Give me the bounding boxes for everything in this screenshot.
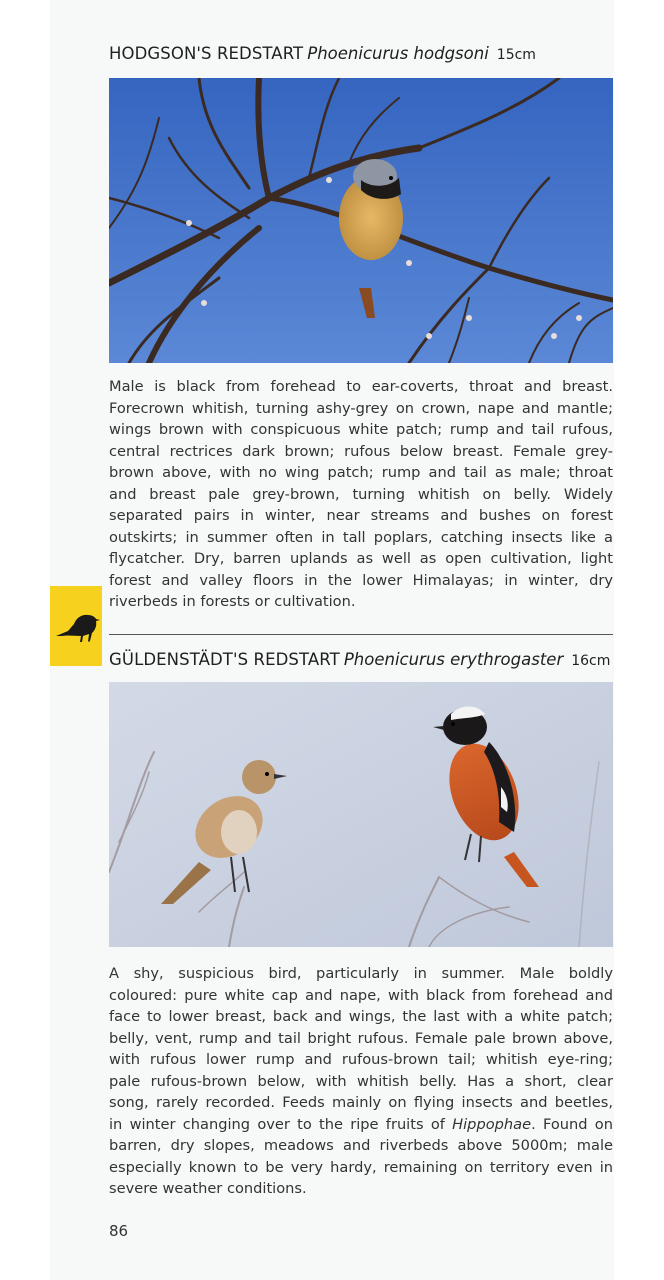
latin-name: Phoenicurus erythrogaster <box>343 650 564 669</box>
text-line: brown above, with no wing patch; rump and tail as male; throat <box>109 464 613 481</box>
text-segment: in winter changing over to the ripe fruits of <box>109 1115 453 1133</box>
text-line: Forecrown whitish, turning ashy-grey on crown, nape and mantle; <box>109 399 613 417</box>
text-line: with rufous lower rump and rufous-brown tail; whitish eye-ring; <box>109 1051 613 1068</box>
italic-term: Hippophae <box>452 1115 532 1133</box>
text-line: song, rarely recorded. Feeds mainly on flying insects and beetles, <box>109 1094 613 1111</box>
section-tab <box>50 586 102 666</box>
text-line: pale rufous-brown below, with whitish belly. Has a short, clear <box>109 1072 613 1090</box>
size-label: 15cm <box>496 47 536 63</box>
common-name: GÜLDENSTÄDT'S REDSTART <box>109 650 340 669</box>
text-line: barren, dry slopes, meadows and riverbeds above 5000m; male <box>109 1137 613 1154</box>
text-segment: . Found on <box>531 1115 613 1133</box>
text-line: especially known to be very hardy, remaining on territory even in <box>109 1158 613 1176</box>
description-guldenstadts <box>109 963 613 1200</box>
text-line: central rectrices dark brown; rufous below breast. Female grey- <box>109 442 613 460</box>
size-label: 16cm <box>571 653 611 669</box>
text-line: severe weather conditions. <box>109 1180 307 1197</box>
species-heading-hodgsons <box>109 44 536 63</box>
description-hodgsons <box>109 376 613 613</box>
text-line: A shy, suspicious bird, particularly in summer. Male boldly <box>109 965 613 982</box>
text-line: Male is black from forehead to ear-coverts, throat and breast. <box>109 378 613 395</box>
text-line: separated pairs in winter, near streams and bushes on forest <box>109 507 613 524</box>
common-name: HODGSON'S REDSTART <box>109 44 304 63</box>
text-line: wings brown with conspicuous white patch; rump and tail rufous, <box>109 421 613 438</box>
text-line: and breast pale grey-brown, turning whitish on belly. Widely <box>109 485 613 503</box>
text-line: coloured: pure white cap and nape, with black from forehead and <box>109 986 613 1004</box>
section-divider <box>109 634 613 635</box>
species-heading-guldenstadts <box>109 650 610 669</box>
latin-name: Phoenicurus hodgsoni <box>307 44 489 63</box>
bird-silhouette-icon <box>50 586 102 666</box>
text-line: riverbeds in forests or cultivation. <box>109 593 356 610</box>
text-line: outskirts; in summer often in tall poplars, catching insects like a <box>109 528 613 546</box>
photo-hodgsons-redstart <box>109 78 613 363</box>
photo-guldenstadts-redstart <box>109 682 613 947</box>
text-line: flycatcher. Dry, barren uplands as well as open cultivation, light <box>109 550 613 567</box>
text-line <box>109 1114 613 1136</box>
page-number: 86 <box>109 1222 129 1240</box>
text-line: face to lower breast, back and wings, the last with a white patch; <box>109 1008 613 1025</box>
text-line: belly, vent, rump and tail bright rufous. Female pale brown above, <box>109 1029 613 1047</box>
text-line: forest and valley floors in the lower Himalayas; in winter, dry <box>109 571 613 589</box>
